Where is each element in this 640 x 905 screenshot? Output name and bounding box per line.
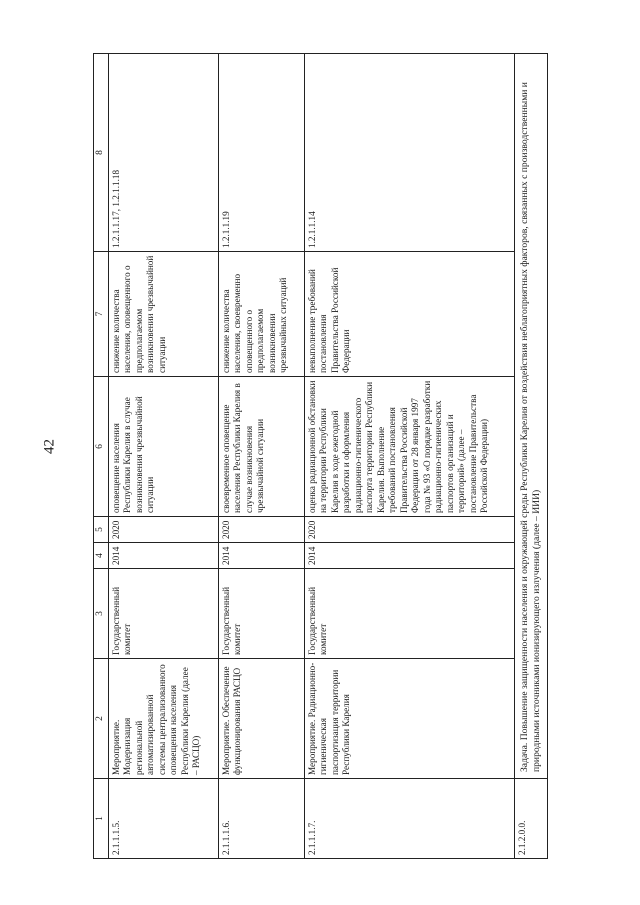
column-header: 8	[94, 54, 109, 252]
row-executor: Государственный комитет	[108, 569, 218, 659]
measures-table	[93, 53, 548, 859]
row-consequence: невыполнение требований постановления Правительства Российской Федерации	[304, 252, 514, 377]
row-start-year: 2014	[108, 543, 218, 569]
column-header: 6	[94, 377, 109, 517]
header-row	[94, 54, 109, 859]
row-executor: Государственный комитет	[218, 569, 304, 659]
row-action: Мероприятие. Модернизация региональной автоматизированной системы централизованного оповещения населения Республики Карелия (далее – РАСЦО)	[108, 659, 218, 779]
row-start-year: 2014	[218, 543, 304, 569]
table-row	[218, 54, 304, 859]
row-consequence: снижение количества населения, оповещенного о предполагаемом возникновении чрезвычайной ситуации	[108, 252, 218, 377]
table-row	[304, 54, 514, 859]
row-end-year: 2020	[304, 517, 514, 543]
row-result: своевременное оповещение населения Республики Карелия в случае возникновения чрезвычайной ситуации	[218, 377, 304, 517]
row-end-year: 2020	[108, 517, 218, 543]
row-code: 2.1.1.1.6.	[218, 779, 304, 859]
page-number: 42	[41, 439, 58, 454]
row-result: оценка радиационной обстановки на территории Республики Карелия в ходе ежегодной разработки и оформления радиационно-гигиенического паспорта территории Республики Карелия. Выполнение требований постановления Правительства Российской Федерации от 28 января 1997 года № 93 «О порядке разработки радиационно-гигиенических паспортов организаций и территорий» (далее – постановление Правительства Российской Федерации)	[304, 377, 514, 517]
column-header: 5	[94, 517, 109, 543]
task-row	[514, 54, 547, 859]
row-start-year: 2014	[304, 543, 514, 569]
column-header: 1	[94, 779, 109, 859]
row-link: 1.2.1.1.19	[218, 54, 304, 252]
row-end-year: 2020	[218, 517, 304, 543]
row-consequence: снижение количества населения, своевременно оповещенного о предполагаемом возникновении чрезвычайных ситуаций	[218, 252, 304, 377]
column-header: 7	[94, 252, 109, 377]
row-action: Мероприятие. Обеспечение функционирования РАСЦО	[218, 659, 304, 779]
row-code: 2.1.1.1.5.	[108, 779, 218, 859]
task-text: Задача. Повышение защищенности населения и окружающей среды Республики Карелия от воздействия неблагоприятных факторов, связанных с производственными и природными источниками ионизирующего излучения (далее – ИИИ)	[514, 54, 547, 779]
row-result: оповещение населения Республики Карелия в случае возникновения чрезвычайной ситуации	[108, 377, 218, 517]
column-header: 4	[94, 543, 109, 569]
row-link: 1.2.1.1.17, 1.2.1.1.18	[108, 54, 218, 252]
column-header: 2	[94, 659, 109, 779]
row-code: 2.1.1.1.7.	[304, 779, 514, 859]
row-link: 1.2.1.1.14	[304, 54, 514, 252]
table-row	[108, 54, 218, 859]
row-action: Мероприятие. Радиационно-гигиеническая паспортизация территории Республики Карелия	[304, 659, 514, 779]
column-header: 3	[94, 569, 109, 659]
task-code: 2.1.2.0.0.	[514, 779, 547, 859]
rotated-table-container	[93, 54, 558, 859]
row-executor: Государственный комитет	[304, 569, 514, 659]
